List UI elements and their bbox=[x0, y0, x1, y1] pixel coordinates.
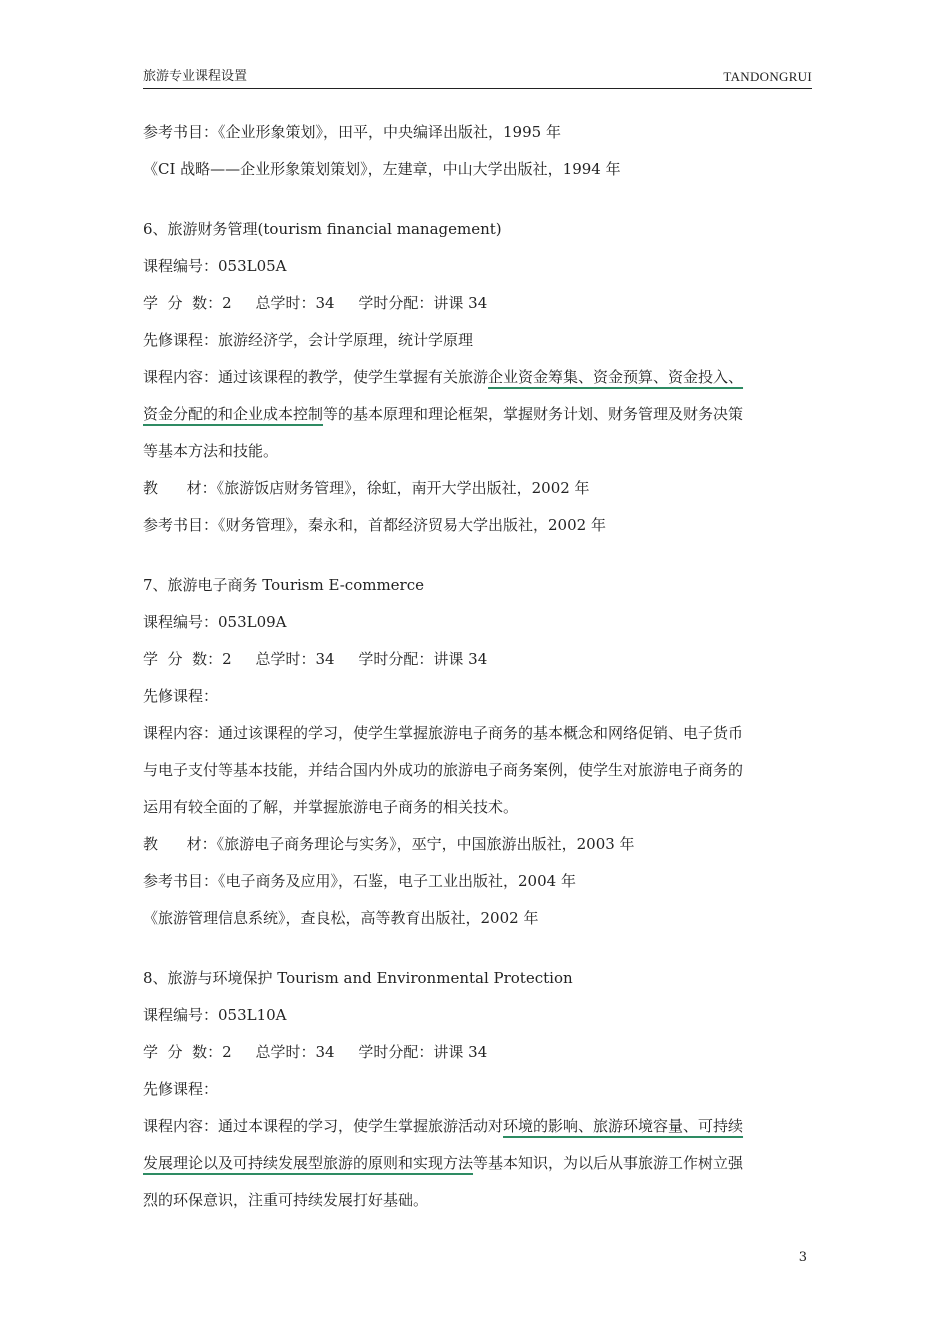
course-content-line: 运用有较全面的了解，并掌握旅游电子商务的相关技术。 bbox=[143, 798, 519, 816]
course-content-line: 烈的环保意识，注重可持续发展打好基础。 bbox=[143, 1191, 429, 1209]
course-textbook: 教 材：《旅游电子商务理论与实务》，巫宁，中国旅游出版社，2003 年 bbox=[143, 835, 635, 853]
reference-line: 《CI 战略——企业形象策划策划》，左建章，中山大学出版社，1994 年 bbox=[143, 160, 621, 178]
course-title: 7、旅游电子商务 Tourism E-commerce bbox=[143, 576, 425, 594]
underlined-text: 发展理论以及可持续发展型旅游的原则和实现方法 bbox=[143, 1154, 474, 1172]
course-section-7 bbox=[143, 567, 809, 937]
course-content-line: 课程内容：通过该课程的学习，使学生掌握旅游电子商务的基本概念和网络促销、电子货币 bbox=[143, 724, 744, 742]
course-textbook: 教 材：《旅游饭店财务管理》，徐虹，南开大学出版社，2002 年 bbox=[143, 479, 590, 497]
course-content-line: 等基本方法和技能。 bbox=[143, 442, 279, 460]
course-reference: 《旅游管理信息系统》，查良松，高等教育出版社，2002 年 bbox=[143, 909, 539, 927]
course-prerequisites: 先修课程： bbox=[143, 687, 219, 705]
course-credits: 学 分 数：2 总学时：34 学时分配：讲课 34 bbox=[143, 650, 488, 668]
page-header bbox=[143, 66, 812, 89]
course-credits: 学 分 数：2 总学时：34 学时分配：讲课 34 bbox=[143, 1043, 488, 1061]
reference-line: 参考书目：《企业形象策划》，田平，中央编译出版社，1995 年 bbox=[143, 123, 561, 141]
underlined-text: 环境的影响、旅游环境容量、可持续 bbox=[503, 1117, 744, 1135]
course-title: 6、旅游财务管理(tourism financial management) bbox=[143, 220, 502, 238]
content-text: 等基本知识，为以后从事旅游工作树立强 bbox=[473, 1154, 744, 1172]
course-section-6 bbox=[143, 211, 809, 544]
content-text: 等的基本原理和理论框架，掌握财务计划、财务管理及财务决策 bbox=[323, 405, 744, 423]
course-content-line: 与电子支付等基本技能，并结合国内外成功的旅游电子商务案例，使学生对旅游电子商务的 bbox=[143, 761, 744, 779]
content-text: 课程内容：通过本课程的学习，使学生掌握旅游活动对 bbox=[143, 1117, 504, 1135]
course-prerequisites: 先修课程：旅游经济学，会计学原理，统计学原理 bbox=[143, 331, 474, 349]
underlined-text: 企业资金筹集、资金预算、资金投入、 bbox=[488, 368, 744, 386]
course-reference: 参考书目：《财务管理》，秦永和，首都经济贸易大学出版社，2002 年 bbox=[143, 516, 606, 534]
course-prerequisites: 先修课程： bbox=[143, 1080, 219, 1098]
page-content bbox=[143, 114, 809, 1219]
content-text: 课程内容：通过该课程的教学，使学生掌握有关旅游 bbox=[143, 368, 489, 386]
underlined-text: 资金分配的和企业成本控制 bbox=[143, 405, 324, 423]
course-title: 8、旅游与环境保护 Tourism and Environmental Protection bbox=[143, 969, 573, 987]
course-content-line bbox=[143, 396, 809, 433]
course-code: 课程编号：053L09A bbox=[143, 613, 287, 631]
course-content-line bbox=[143, 1108, 809, 1145]
course-section-8 bbox=[143, 960, 809, 1219]
header-title: 旅游专业课程设置 bbox=[143, 69, 248, 84]
header-author: TANDONGRUI bbox=[723, 69, 812, 84]
page-number: 3 bbox=[798, 1250, 807, 1265]
course-content-line bbox=[143, 1145, 809, 1182]
course-code: 课程编号：053L05A bbox=[143, 257, 287, 275]
course-code: 课程编号：053L10A bbox=[143, 1006, 287, 1024]
course-reference: 参考书目：《电子商务及应用》，石鉴，电子工业出版社，2004 年 bbox=[143, 872, 576, 890]
course-credits: 学 分 数：2 总学时：34 学时分配：讲课 34 bbox=[143, 294, 488, 312]
course-content-line bbox=[143, 359, 809, 396]
